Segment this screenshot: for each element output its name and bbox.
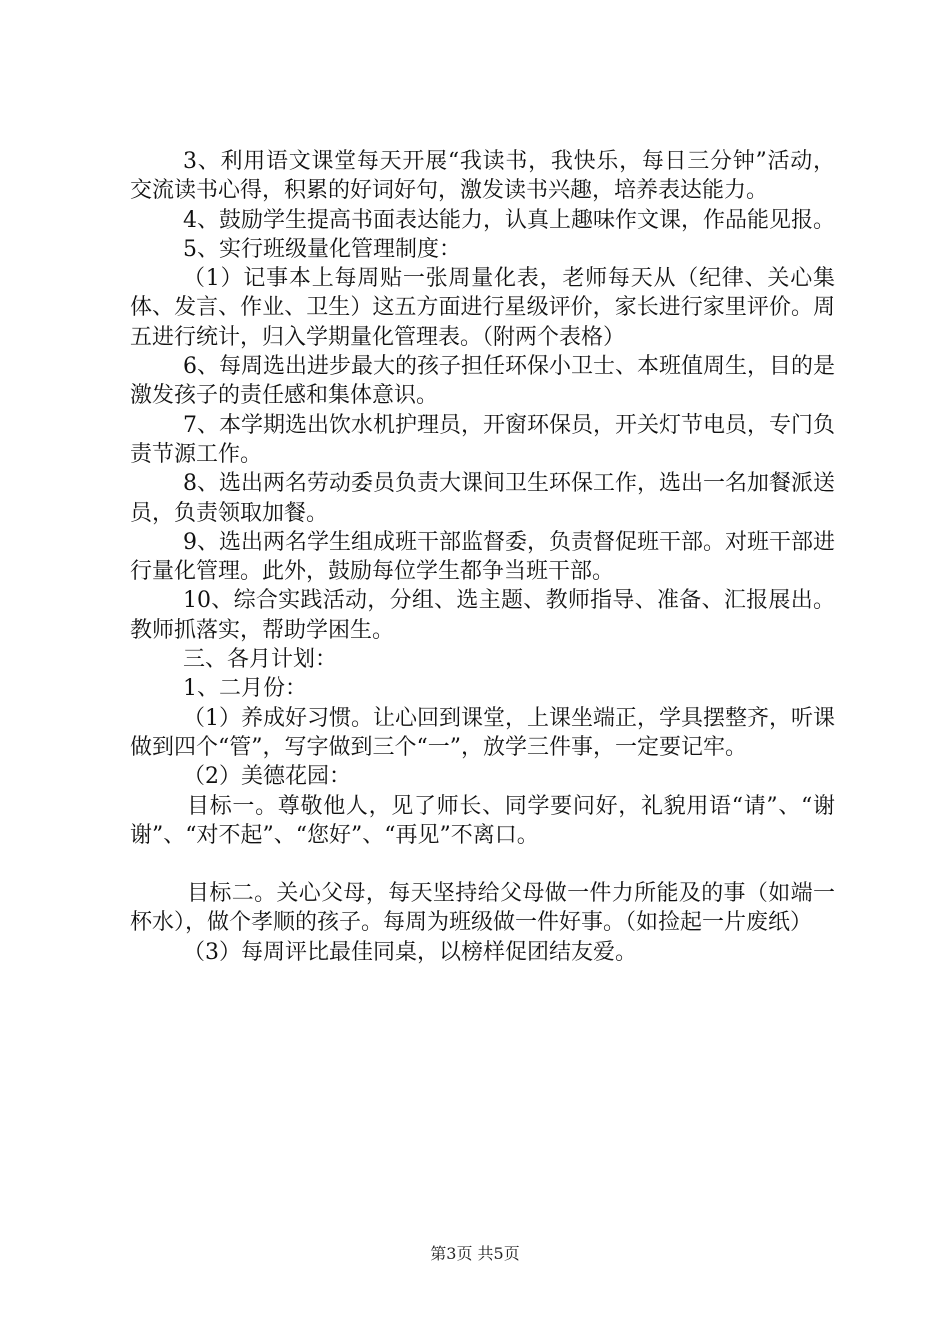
paragraph-item-8: 8、选出两名劳动委员负责大课间卫生环保工作，选出一名加餐派送员，负责领取加餐。 bbox=[130, 471, 835, 526]
section-heading-monthly-plan: 三、各月计划： bbox=[183, 647, 338, 673]
paragraph-item-9: 9、选出两名学生组成班干部监督委，负责督促班干部。对班干部进行量化管理。此外，鼓励每位学生都争当班干部。 bbox=[130, 529, 835, 585]
paragraph-item-4: 4、鼓励学生提高书面表达能力，认真上趣味作文课，作品能见报。 bbox=[183, 207, 835, 233]
month-heading-february: 1、二月份： bbox=[183, 676, 307, 702]
paragraph-subitem-1: （1）记事本上每周贴一张周量化表，老师每天从（纪律、关心集体、发言、作业、卫生）这五方面进行星级评价，家长进行家里评价。周五进行统计，归入学期量化管理表。（附两个表格） bbox=[130, 266, 835, 350]
paragraph-item-3: 3、利用语文课堂每天开展“我读书，我快乐，每日三分钟”活动，交流读书心得，积累的好词好句，激发读书兴趣，培养表达能力。 bbox=[130, 149, 835, 204]
paragraph-item-7: 7、本学期选出饮水机护理员，开窗环保员，开关灯节电员，专门负责节源工作。 bbox=[130, 412, 835, 467]
paragraph-goal-one: 目标一。尊敬他人，见了师长、同学要问好，礼貌用语“请”、“谢谢”、“对不起”、“您好”、“再见”不离口。 bbox=[130, 793, 835, 848]
paragraph-goal-two: 目标二。关心父母，每天坚持给父母做一件力所能及的事（如端一杯水），做个孝顺的孩子。每周为班级做一件好事。（如捡起一片废纸） bbox=[130, 881, 835, 936]
document-body bbox=[130, 147, 835, 967]
paragraph-desk-mate: （3）每周评比最佳同桌，以榜样促团结友爱。 bbox=[183, 939, 637, 965]
paragraph-item-10: 10、综合实践活动，分组、选主题、教师指导、准备、汇报展出。教师抓落实，帮助学困生。 bbox=[130, 588, 835, 643]
page-footer: 第3页 共5页 bbox=[430, 1244, 520, 1263]
paragraph-virtue-garden: （2）美德花园： bbox=[183, 764, 351, 790]
paragraph-habit: （1）养成好习惯。让心回到课堂，上课坐端正，学具摆整齐，听课做到四个“管”，写字做到三个“一”，放学三件事，一定要记牢。 bbox=[130, 705, 835, 760]
paragraph-item-6: 6、每周选出进步最大的孩子担任环保小卫士、本班值周生，目的是激发孩子的责任感和集体意识。 bbox=[130, 354, 835, 409]
paragraph-item-5: 5、实行班级量化管理制度： bbox=[183, 236, 461, 262]
